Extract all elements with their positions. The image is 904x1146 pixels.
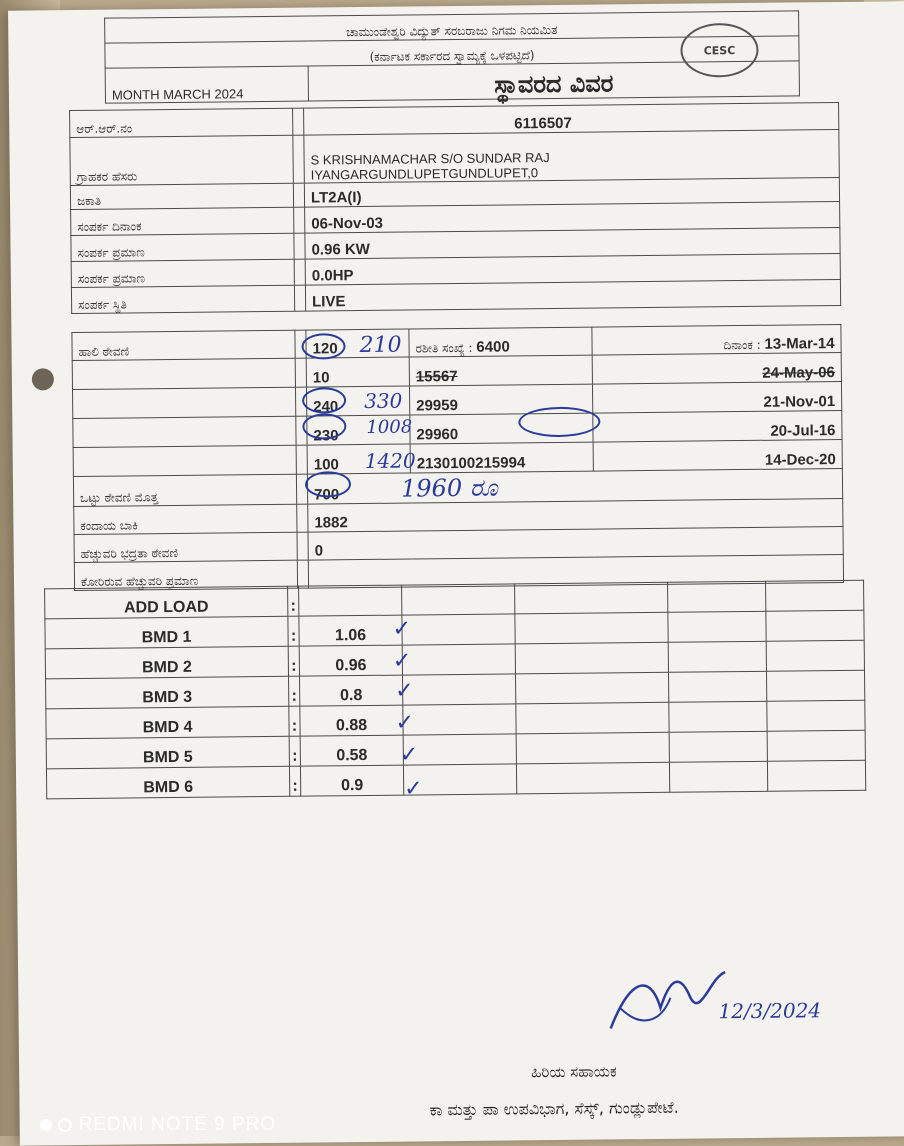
handwritten-total: 1960 ರೂ bbox=[400, 473, 498, 503]
tick-mark-3: ✓ bbox=[395, 678, 414, 704]
deposit-table: ಹಾಲಿ ಠೇವಣಿ 120 ರಶೀತಿ ಸಂಖ್ಯೆ : 6400 ದಿನಾಂಕ : 13-Mar-14 10 15567 24-May-06 240 29959 21-Nov-01 230 29960 20-Jul-16 100 2130100215994 14-Dec-20 ಒಟ್ಟು ಠೇವಣಿ ಮೊತ್ತ 700 ಕಂದಾಯ ಬಾಕಿ 1882 ಹೆಚ್ಚುವರಿ ಭದ್ರತಾ ಠೇವಣಿ 0 ಕೋರಿರುವ ಹೆಚ್ಚುವರಿ ಪ್ರಮಾಣ bbox=[71, 324, 844, 591]
bmd-value-2: 0.96 bbox=[299, 645, 402, 676]
conn-date-label: ಸಂಪರ್ಕ ದಿನಾಂಕ bbox=[71, 207, 294, 235]
month-label: MONTH MARCH 2024 bbox=[105, 66, 308, 103]
load-hp-value: 0.0HP bbox=[305, 253, 840, 285]
required-label: ಕೋರಿರುವ ಹೆಚ್ಚುವರಿ ಪ್ರಮಾಣ bbox=[74, 560, 297, 590]
bmd-label-1: BMD 1 bbox=[45, 616, 288, 649]
bmd-label-5: BMD 5 bbox=[46, 736, 289, 769]
status-value: LIVE bbox=[305, 279, 840, 311]
watermark-ring-icon bbox=[58, 1118, 72, 1132]
bmd-value-3: 0.8 bbox=[300, 675, 403, 706]
camera-watermark bbox=[40, 1114, 276, 1136]
tick-mark-4: ✓ bbox=[395, 710, 415, 736]
bmd-value-4: 0.88 bbox=[300, 705, 403, 736]
addl-value: 0 bbox=[308, 526, 843, 560]
deposit-date-4: 20-Jul-16 bbox=[593, 410, 842, 442]
load-kw-value: 0.96 KW bbox=[305, 227, 840, 259]
deposit-receipt-1: 6400 bbox=[476, 338, 510, 356]
handwritten-d4: 1008 bbox=[366, 416, 413, 438]
installment-label: ಕಂದಾಯ ಬಾಕಿ bbox=[74, 504, 297, 534]
handwritten-d3: 330 bbox=[364, 388, 403, 413]
handwritten-d5: 1420 bbox=[364, 448, 416, 473]
receipt-label: ರಶೀತಿ ಸಂಖ್ಯೆ bbox=[415, 340, 465, 356]
watermark-dot-icon bbox=[40, 1119, 52, 1131]
details-table bbox=[69, 102, 841, 314]
tariff-label: ಜಕಾತಿ bbox=[70, 183, 293, 209]
deposit-date-3: 21-Nov-01 bbox=[592, 381, 841, 413]
deposit-amount-4: 230 bbox=[307, 415, 410, 445]
date-label: ದಿನಾಂಕ bbox=[723, 337, 753, 353]
tick-mark-1: ✓ bbox=[392, 616, 412, 642]
document-sheet bbox=[8, 1, 904, 1145]
bmd-label-6: BMD 6 bbox=[46, 766, 289, 799]
name-line-2: IYANGARGUNDLUPETGUNDLUPET,0 bbox=[310, 165, 539, 183]
punch-hole bbox=[32, 368, 54, 390]
load-kw-label: ಸಂಪರ್ಕ ಪ್ರಮಾಣ bbox=[71, 233, 294, 261]
tariff-value: LT2A(I) bbox=[304, 177, 839, 207]
bmd-label-4: BMD 4 bbox=[46, 706, 289, 739]
tick-mark-5: ✓ bbox=[399, 742, 419, 768]
deposit-receipt-4: 29960 bbox=[410, 413, 593, 444]
bmd-value-5: 0.58 bbox=[300, 735, 403, 766]
load-hp-label: ಸಂಪರ್ಕ ಪ್ರಮಾಣ bbox=[71, 259, 294, 287]
rr-label: ಆರ್.ಆರ್.ನಂ bbox=[70, 108, 293, 137]
bmd-table: ADD LOAD : BMD 1 : 1.06 BMD 2 : 0.96 BMD 3 : 0.8 BMD 4 : 0.88 BMD 5 : 0.58 BMD 6 : 0.9 bbox=[44, 580, 866, 800]
bmd-label-2: BMD 2 bbox=[45, 646, 288, 679]
installment-value: 1882 bbox=[308, 498, 843, 532]
bmd-value-1: 1.06 bbox=[299, 615, 402, 646]
name-line-1: S KRISHNAMACHAR S/O SUNDAR RAJ bbox=[310, 150, 550, 168]
org-name: ಚಾಮುಂಡೇಶ್ವರಿ ವಿದ್ಯುತ್ ಸರಬರಾಜು ನಿಗಮ ನಿಯಮಿತ bbox=[105, 11, 799, 43]
bmd-label-3: BMD 3 bbox=[46, 676, 289, 709]
rr-value: 6116507 bbox=[304, 102, 839, 135]
status-label: ಸಂಪರ್ಕ ಸ್ಥಿತಿ bbox=[71, 285, 294, 313]
deposit-receipt-2: 15567 bbox=[409, 355, 592, 386]
deposit-date-1: 13-Mar-14 bbox=[764, 335, 835, 353]
deposit-amount-3: 240 bbox=[306, 386, 409, 416]
name-label: ಗ್ರಾಹಕರ ಹೆಸರು bbox=[70, 135, 293, 185]
signature-date: 12/3/2024 bbox=[718, 998, 822, 1024]
addl-label: ಹೆಚ್ಚುವರಿ ಭದ್ರತಾ ಠೇವಣಿ bbox=[74, 532, 297, 562]
total-value: 700 bbox=[307, 468, 842, 504]
total-label: ಒಟ್ಟು ಠೇವಣಿ ಮೊತ್ತ bbox=[73, 474, 296, 506]
deposit-receipt-3: 29959 bbox=[409, 384, 592, 415]
deposit-amount-2: 10 bbox=[306, 357, 409, 387]
designation: ಹಿರಿಯ ಸಹಾಯಕ bbox=[531, 1062, 617, 1082]
gov-line: (ಕರ್ನಾಟಕ ಸರ್ಕಾರದ ಸ್ವಾಮ್ಯಕ್ಕೆ ಒಳಪಟ್ಟಿದೆ) bbox=[105, 36, 799, 68]
bmd-value-6: 0.9 bbox=[300, 765, 403, 796]
deposit-amount-1: 120 bbox=[306, 329, 409, 358]
watermark-text: REDMI NOTE 9 PRO bbox=[78, 1114, 277, 1135]
tick-mark-2: ✓ bbox=[392, 648, 412, 674]
page-title: ಸ್ಥಾವರದ ವಿವರ bbox=[308, 61, 799, 101]
conn-date-value: 06-Nov-03 bbox=[305, 201, 840, 233]
deposit-date-2: 24-May-06 bbox=[592, 352, 841, 384]
deposit-date-5: 14-Dec-20 bbox=[593, 439, 842, 471]
add-load-label: ADD LOAD bbox=[45, 586, 288, 619]
deposit-receipt-5: 2130100215994 bbox=[410, 442, 593, 473]
deposit-amount-5: 100 bbox=[307, 444, 410, 474]
handwritten-d1: 210 bbox=[359, 332, 402, 359]
tick-mark-6: ✓ bbox=[404, 776, 423, 802]
logo-text: CESC bbox=[703, 43, 736, 57]
office-name: ಕಾ ಮತ್ತು ಪಾ ಉಪವಿಭಾಗ, ಸೆಸ್ಕ್, ಗುಂಡ್ಲುಪೇಟೆ. bbox=[429, 1097, 679, 1120]
deposit-label: ಹಾಲಿ ಠೇವಣಿ bbox=[72, 330, 295, 360]
